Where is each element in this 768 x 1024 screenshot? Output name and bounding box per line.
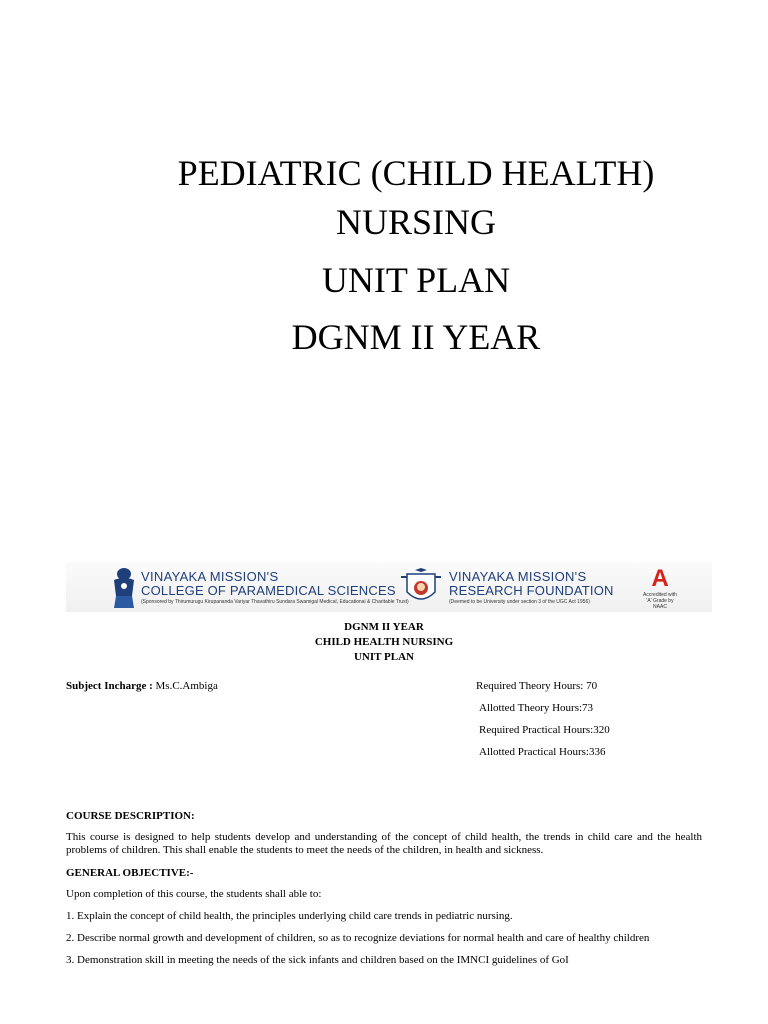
institution-banner: [66, 562, 712, 612]
college-name-line-1: VINAYAKA MISSION'S: [141, 569, 279, 584]
header-unit-plan: UNIT PLAN: [353, 651, 414, 663]
objective-item-1: 1. Explain the concept of child health, the principles underlying child care trends in pediatric nursing.: [66, 910, 513, 922]
accreditation-line-2: 'A' Grade by NAAC: [646, 598, 674, 610]
header-year: DGNM II YEAR: [344, 621, 424, 633]
university-crest-icon: [399, 568, 443, 608]
course-description-heading: COURSE DESCRIPTION:: [66, 810, 195, 822]
cover-title-line-1: PEDIATRIC (CHILD HEALTH): [177, 153, 655, 193]
objective-item-2: 2. Describe normal growth and development of children, so as to recognize deviations for normal health and care of healthy children: [66, 932, 650, 944]
header-subject: CHILD HEALTH NURSING: [314, 636, 454, 648]
college-name-line-2: COLLEGE OF PARAMEDICAL SCIENCES: [141, 583, 396, 598]
university-name-line-1: VINAYAKA MISSION'S: [449, 569, 587, 584]
objective-intro: Upon completion of this course, the students shall able to:: [66, 888, 322, 900]
accreditation-line-1: Accredited with: [643, 592, 677, 598]
allotted-theory-hours: Allotted Theory Hours:73: [479, 702, 594, 714]
cover-title-line-2: NURSING: [335, 202, 496, 242]
naac-accreditation-badge: [640, 566, 680, 610]
college-tagline: (Sponsored by Thirumurugu Kirupananda Variyar Thavathiru Sundara Swamigal Medical, Educational & Charitable Trust): [141, 599, 409, 605]
required-practical-hours: Required Practical Hours:320: [479, 724, 610, 736]
accreditation-grade: A: [651, 565, 669, 592]
cover-title-line-3: UNIT PLAN: [321, 260, 511, 300]
course-description-text: This course is designed to help students develop and understanding of the concept of child health, the trends in child care and the health problems of children. This shall enable the students to meet the needs of the children, in health and sickness.: [66, 831, 702, 856]
objective-item-3: 3. Demonstration skill in meeting the needs of the sick infants and children based on the IMNCI guidelines of GoI: [66, 954, 569, 966]
subject-incharge-label: Subject Incharge :: [66, 680, 153, 692]
required-theory-hours: Required Theory Hours: 70: [476, 680, 598, 692]
cover-title-line-4: DGNM II YEAR: [291, 317, 541, 357]
subject-incharge-value: Ms.C.Ambiga: [152, 680, 218, 692]
allotted-practical-hours: Allotted Practical Hours:336: [479, 746, 606, 758]
subject-incharge: [66, 679, 218, 693]
university-name-line-2: RESEARCH FOUNDATION: [449, 583, 614, 598]
college-emblem-icon: [110, 566, 138, 610]
general-objective-heading: GENERAL OBJECTIVE:-: [66, 867, 194, 879]
university-tagline: (Deemed to be University under section 3 of the UGC Act 1956): [449, 599, 590, 605]
